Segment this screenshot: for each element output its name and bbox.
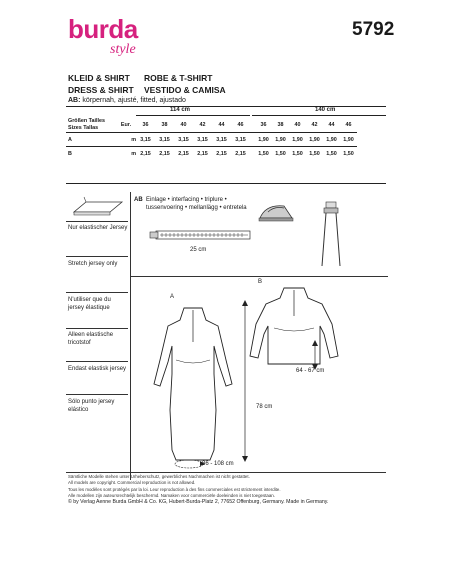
yardage-cell: 1,50 (289, 147, 306, 161)
yardage-cell: 1,90 (323, 133, 340, 147)
side-rule (66, 256, 128, 257)
yardage-cell: 2,15 (212, 147, 231, 161)
pattern-number: 5792 (352, 19, 395, 40)
yardage-cell: 1,90 (255, 133, 272, 147)
side-note-sv: Endast elastisk jersey (68, 366, 127, 372)
width-rule-2 (252, 115, 386, 116)
title-es: VESTIDO & CAMISA (144, 84, 226, 95)
shirt-b-drawing (244, 284, 344, 374)
footer-rule (66, 472, 386, 473)
yardage-cell: 1,50 (272, 147, 289, 161)
side-note-en: Stretch jersey only (68, 261, 118, 267)
size-cell: 40 (294, 122, 301, 128)
size-cell: 40 (180, 122, 187, 128)
table-bottom-rule (66, 183, 386, 184)
size-cell: 44 (218, 122, 225, 128)
size-cell: 36 (260, 122, 267, 128)
hem-arrow-a (172, 458, 206, 470)
title-fr: ROBE & T-SHIRT (144, 73, 213, 83)
fit-prefix: AB: (68, 97, 81, 104)
view-a-length: 78 cm (256, 404, 273, 410)
size-cell: 38 (161, 122, 168, 128)
yardage-cell: 1,50 (340, 147, 357, 161)
yardage-cell: 1,90 (289, 133, 306, 147)
length-arrow-b (310, 340, 320, 370)
yardage-cell: 3,15 (212, 133, 231, 147)
view-a-label: A (170, 294, 175, 300)
footer-line: Sämtliche Modelle stehen unter Urheberschutz, gewerbliches Nachmachen ist nicht gestattet. (68, 474, 250, 479)
footer-legal (68, 474, 281, 499)
fit-text: körpernah, ajusté, fitted, ajustado (82, 97, 186, 104)
yardage-cell: 3,15 (231, 133, 250, 147)
fabric-width-114: 114 cm (170, 107, 191, 113)
size-header-label (66, 118, 116, 133)
footer-line: Alle modellen zijn auteursrechtelijk beschermd. Namaken voor commerciële doeleinden is niet toegestaan. (68, 492, 275, 498)
table-top-rule (66, 106, 386, 107)
column-divider (130, 192, 131, 480)
side-rule (66, 292, 128, 293)
fabric-fold-icon (70, 194, 126, 218)
eur-label: Eur. (120, 122, 132, 128)
yardage-table (66, 118, 357, 161)
side-note-es: Sólo punto jersey elástico (68, 399, 115, 413)
yardage-cell: 3,15 (174, 133, 193, 147)
row-label: A (66, 133, 116, 147)
row-unit: m (116, 147, 136, 161)
fit-description (68, 96, 186, 105)
twin-needle-icon (316, 200, 346, 270)
yardage-cell: 3,15 (155, 133, 174, 147)
pattern-titles (68, 73, 226, 96)
footer-line: All models are copyright. Commercial reproduction is not allowed. (68, 480, 196, 486)
view-a-hem: 86 - 108 cm (202, 461, 234, 467)
yardage-cell: 1,90 (272, 133, 289, 147)
side-rule (66, 221, 128, 222)
yardage-cell: 2,15 (136, 147, 155, 161)
side-note-nl: Alleen elastische tricotstof (68, 332, 114, 346)
yardage-cell: 1,50 (323, 147, 340, 161)
burda-style-logo (68, 14, 138, 57)
view-b-label: B (258, 279, 263, 285)
table-row-b (66, 147, 357, 161)
row-label: B (66, 147, 116, 161)
view-b-hem: 64 - 67 cm (296, 368, 325, 374)
title-de: KLEID & SHIRT (68, 73, 130, 83)
logo-style: style (110, 42, 136, 57)
yardage-cell: 2,15 (193, 147, 212, 161)
size-cell: 44 (328, 122, 335, 128)
title-en: DRESS & SHIRT (68, 84, 134, 95)
fabric-width-140: 140 cm (315, 107, 336, 113)
side-note-fr: N'utiliser que du jersey élastique (68, 297, 111, 311)
copyright: © by Verlag Aenne Burda GmbH & Co. KG, Hubert-Burda-Platz 2, 77652 Offenburg, Germany. Made in Germany. (68, 499, 329, 505)
yardage-cell: 3,15 (193, 133, 212, 147)
footer-line: Tous les modèles sont protégés par la loi. Leur reproduction à des fins commerciales est strictement interdite. (68, 486, 281, 492)
dress-a-drawing (150, 300, 240, 470)
side-rule (66, 361, 128, 362)
table-row-a (66, 133, 357, 147)
yardage-cell: 1,50 (306, 147, 323, 161)
size-cell: 36 (142, 122, 149, 128)
size-cell: 42 (199, 122, 206, 128)
zip-length: 25 cm (190, 247, 207, 253)
yardage-cell: 2,15 (155, 147, 174, 161)
yardage-cell: 1,90 (340, 133, 357, 147)
yardage-cell: 1,90 (306, 133, 323, 147)
notions-rule (130, 276, 388, 277)
yardage-cell: 2,15 (231, 147, 250, 161)
size-cell: 46 (237, 122, 244, 128)
side-rule (66, 394, 128, 395)
side-note-de: Nur elastischer Jersey (68, 225, 128, 231)
iron-icon (256, 200, 296, 224)
interfacing-text: Einlage • interfacing • triplure • tussenvoering • mellanlägg • entretela (146, 197, 247, 211)
width-rule-1 (136, 115, 250, 116)
size-header-line2: Sizes Tallas (68, 125, 99, 131)
row-unit: m (116, 133, 136, 147)
yardage-cell: 3,15 (136, 133, 155, 147)
logo-burda: burda (68, 14, 138, 44)
yardage-cell: 2,15 (174, 147, 193, 161)
side-rule (66, 328, 128, 329)
notions-label: AB (134, 197, 143, 203)
size-cell: 38 (277, 122, 284, 128)
size-cell: 46 (345, 122, 352, 128)
zipper-icon (148, 228, 252, 242)
size-cell: 42 (311, 122, 318, 128)
size-header-line1: Größen Tailles (68, 118, 106, 124)
table-header-row (66, 118, 357, 133)
yardage-cell: 1,50 (255, 147, 272, 161)
